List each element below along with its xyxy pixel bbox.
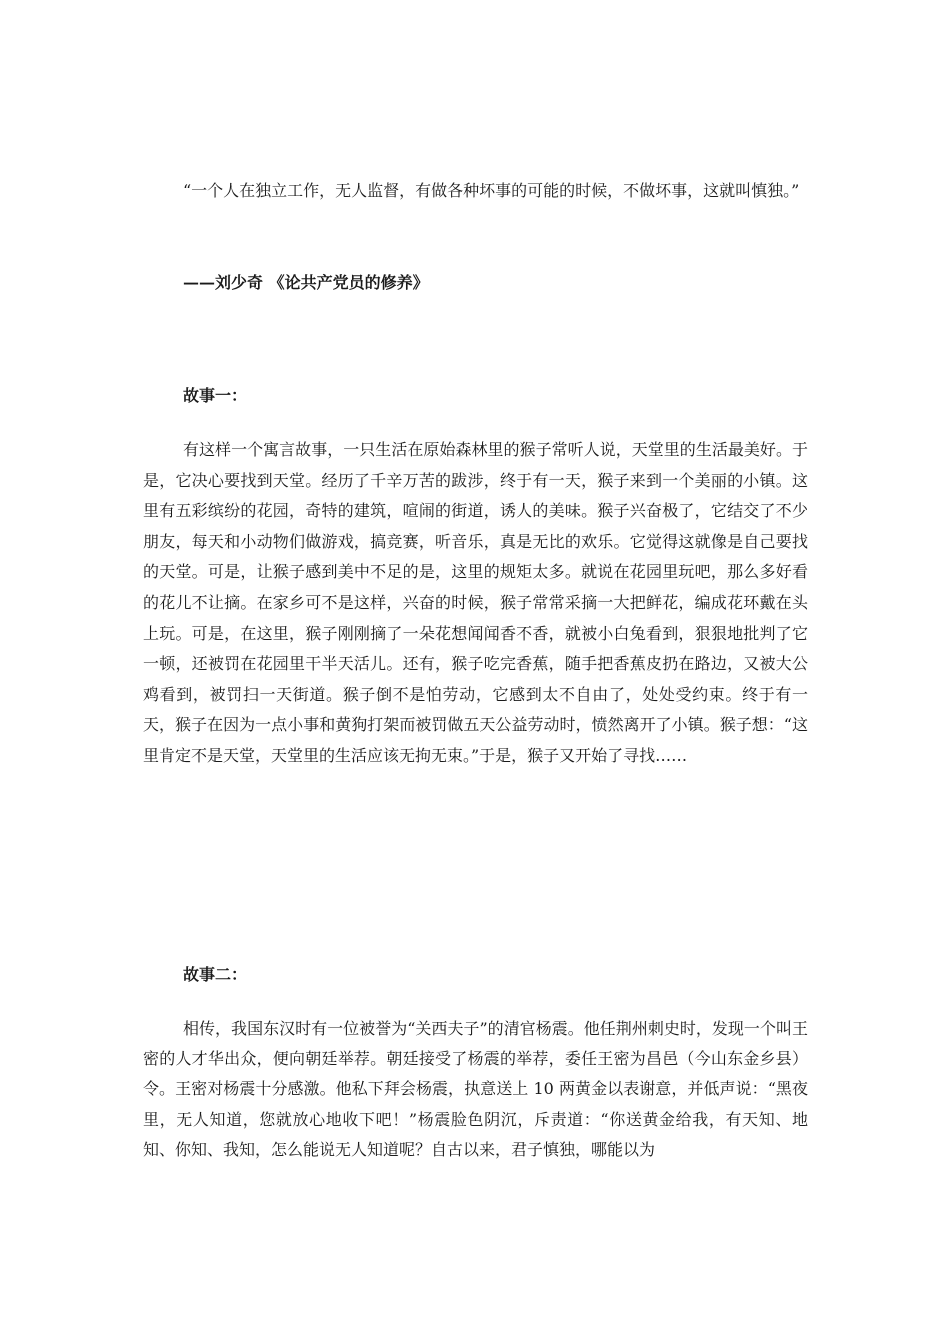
story-one-heading: 故事一： <box>183 386 248 405</box>
opening-quote: “一个人在独立工作，无人监督，有做各种坏事的可能的时候，不做坏事，这就叫慎独。” <box>183 181 800 200</box>
story-two-heading: 故事二： <box>183 965 248 984</box>
quote-attribution: ——刘少奇 《论共产党员的修养》 <box>183 273 429 292</box>
story-one-paragraph: 有这样一个寓言故事，一只生活在原始森林里的猴子常听人说，天堂里的生活最美好。于是，它决心要找到天堂。经历了千辛万苦的跋涉，终于有一天，猴子来到一个美丽的小镇。这里有五彩缤纷的花园，奇特的建筑，喧闹的街道，诱人的美味。猴子兴奋极了，它结交了不少朋友，每天和小动物们做游戏，搞竞赛，听音乐，真是无比的欢乐。它觉得这就像是自己要找的天堂。可是，让猴子感到美中不足的是，这里的规矩太多。就说在花园里玩吧，那么多好看的花儿不让摘。在家乡可不是这样，兴奋的时候，猴子常常采摘一大把鲜花，编成花环戴在头上玩。可是，在这里，猴子刚刚摘了一朵花想闻闻香不香，就被小白兔看到，狠狠地批判了它一顿，还被罚在花园里干半天活儿。还有，猴子吃完香蕉，随手把香蕉皮扔在路边，又被大公鸡看到，被罚扫一天街道。猴子倒不是怕劳动，它感到太不自由了，处处受约束。终于有一天，猴子在因为一点小事和黄狗打架而被罚做五天公益劳动时，愤然离开了小镇。猴子想：“这里肯定不是天堂，天堂里的生活应该无拘无束。”于是，猴子又开始了寻找…… <box>143 440 808 765</box>
story-two-paragraph: 相传，我国东汉时有一位被誉为“关西夫子”的清官杨震。他任荆州刺史时，发现一个叫王密的人才华出众，便向朝廷举荐。朝廷接受了杨震的举荐，委任王密为昌邑（今山东金乡县）令。王密对杨震十分感激。他私下拜会杨震，执意送上 10 两黄金以表谢意，并低声说：“黑夜里，无人知道，您就放心地收下吧！”杨震脸色阴沉，斥责道：“你送黄金给我，有天知、地知、你知、我知，怎么能说无人知道呢？自古以来，君子慎独，哪能以为 <box>143 1019 808 1159</box>
